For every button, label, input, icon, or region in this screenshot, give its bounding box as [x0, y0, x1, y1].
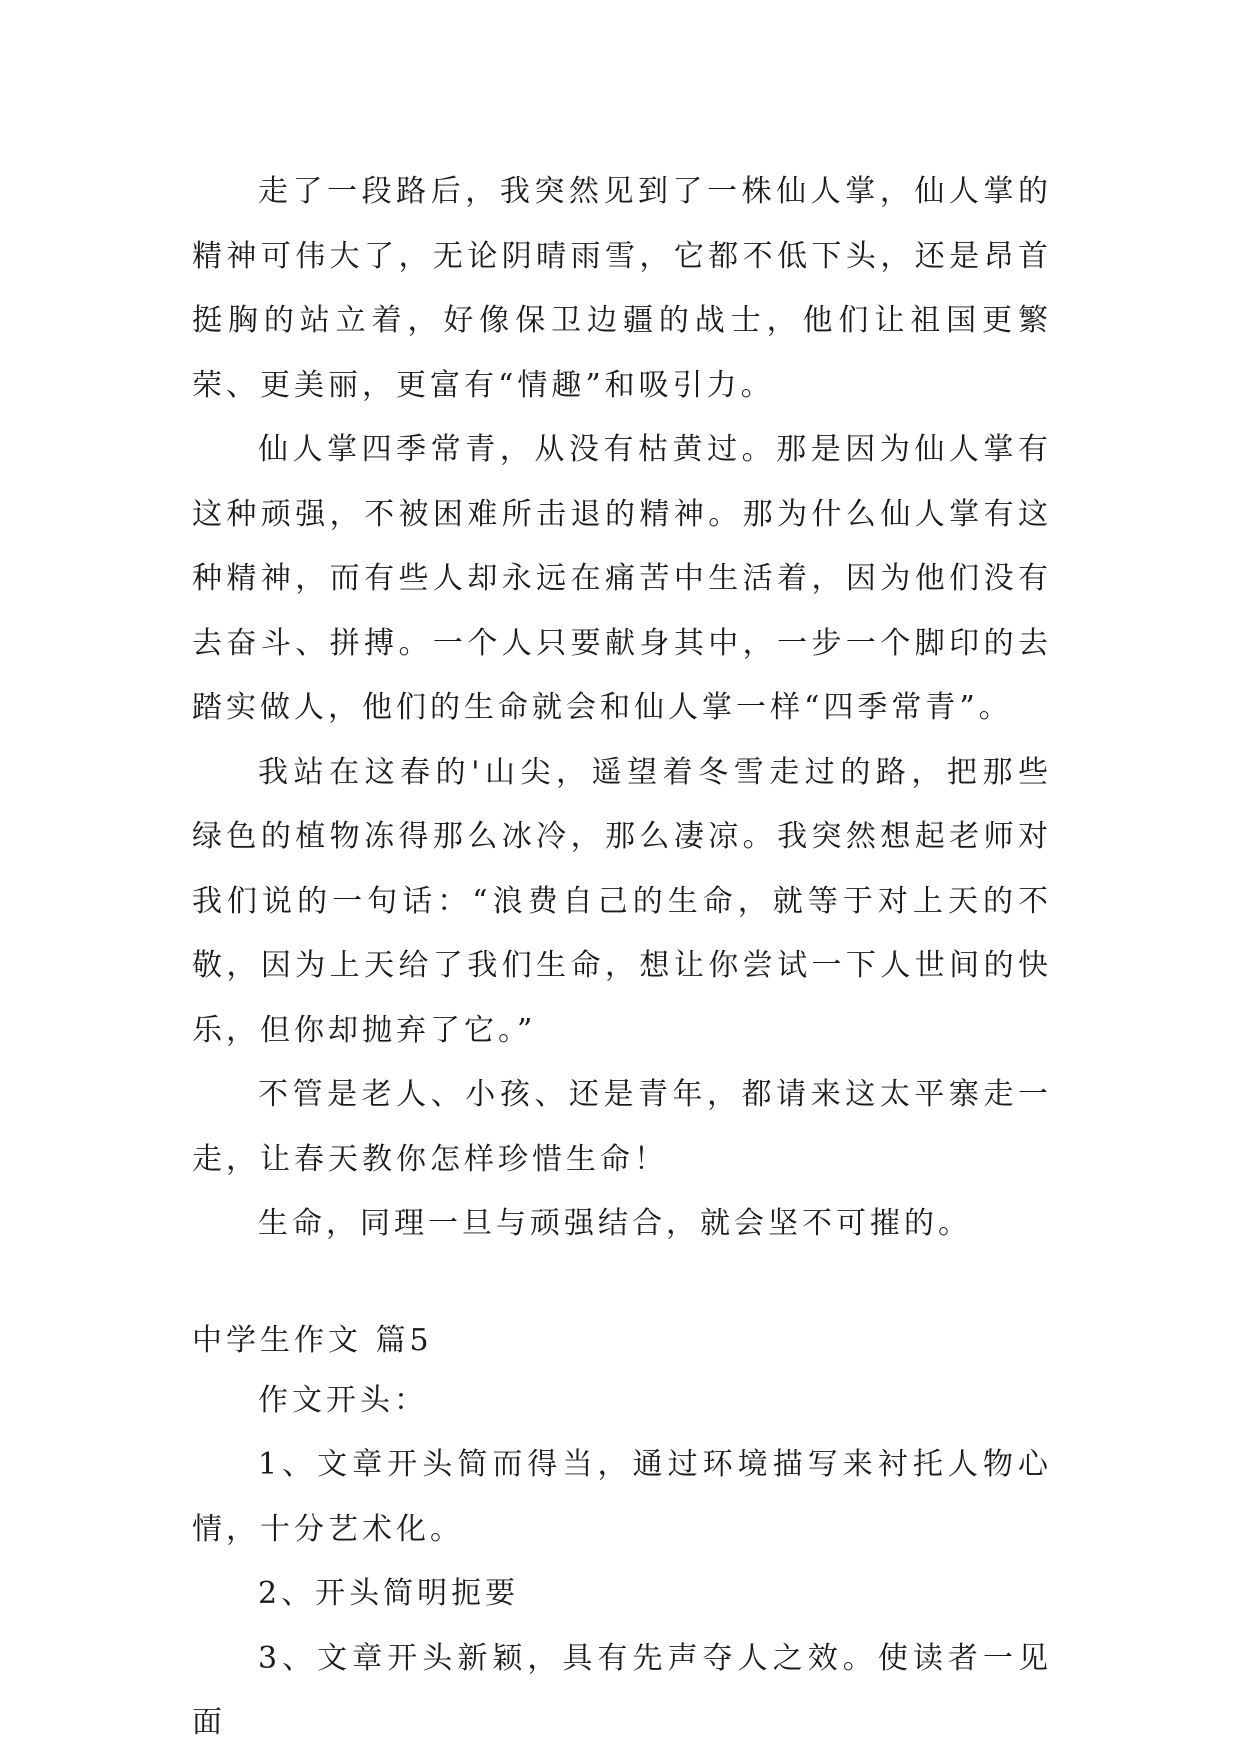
list-item: 3、文章开头新颖，具有先声夺人之效。使读者一见面 — [192, 1640, 1052, 1740]
document-body — [192, 160, 1052, 1756]
paragraph-invitation: 不管是老人、小孩、还是青年，都请来这太平寨走一走，让春天教你怎样珍惜生命！ — [192, 1077, 1052, 1177]
list-item: 2、开头简明扼要 — [258, 1576, 520, 1611]
paragraph-evergreen: 仙人掌四季常青，从没有枯黄过。那是因为仙人掌有这种顽强，不被困难所击退的精神。那为什么仙人掌有这种精神，而有些人却永远在痛苦中生活着，因为他们没有去奋斗、拼搏。一个人只要献身其中，一步一个脚印的去踏实做人，他们的生命就会和仙人掌一样“四季常青”。 — [192, 432, 1052, 725]
paragraph-conclusion: 生命，同理一旦与顽强结合，就会坚不可摧的。 — [258, 1206, 972, 1241]
paragraph-cactus-spirit: 走了一段路后，我突然见到了一株仙人掌，仙人掌的精神可伟大了，无论阴晴雨雪，它都不低下头，还是昂首挺胸的站立着，好像保卫边疆的战士，他们让祖国更繁荣、更美丽，更富有“情趣”和吸引力。 — [192, 174, 1052, 403]
paragraph-opening-label: 作文开头： — [258, 1382, 428, 1418]
section-heading: 中学生作文 篇5 — [192, 1322, 433, 1358]
list-item: 1、文章开头简而得当，通过环境描写来衬托人物心情，十分艺术化。 — [192, 1447, 1052, 1547]
paragraph-mountain-top: 我站在这春的'山尖，遥望着冬雪走过的路，把那些绿色的植物冻得那么冰冷，那么凄凉。我突然想起老师对我们说的一句话：“浪费自己的生命，就等于对上天的不敬，因为上天给了我们生命，想让你尝试一下人世间的快乐，但你却抛弃了它。” — [192, 754, 1052, 1048]
